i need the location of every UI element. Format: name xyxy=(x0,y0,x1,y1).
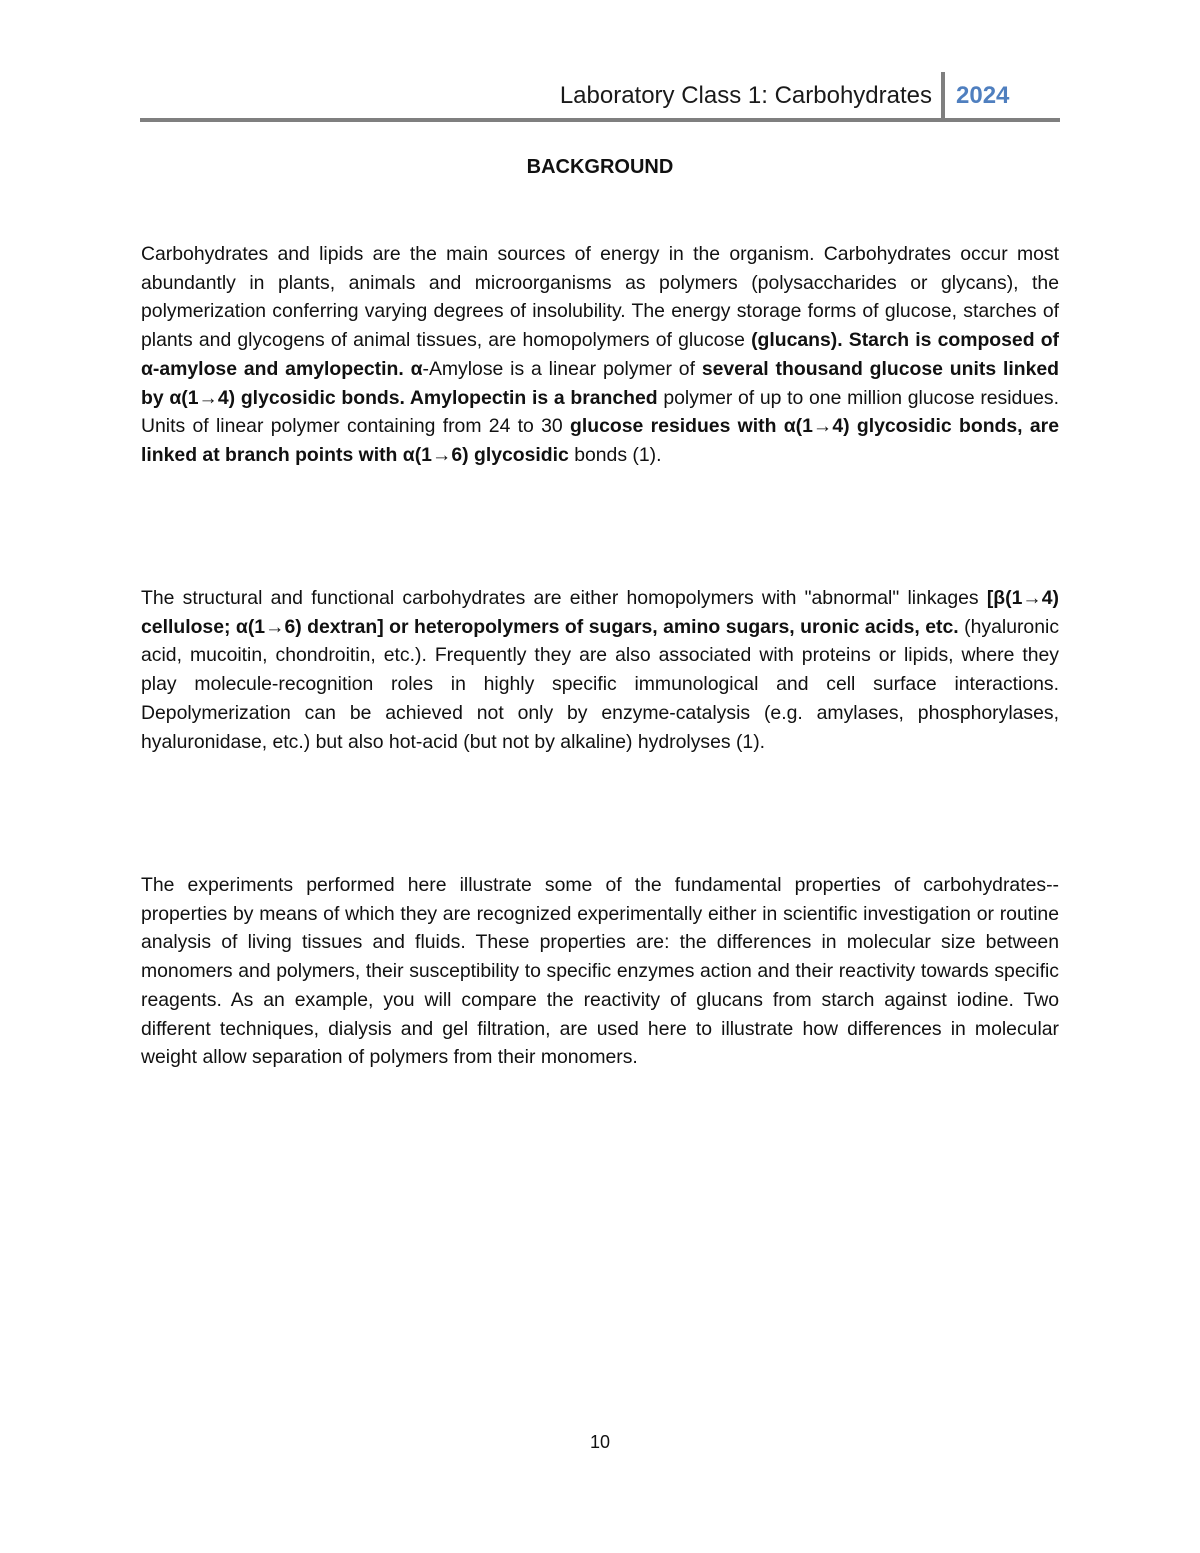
bold-segment: [β(1→4) cellulose; α(1→6) dextran] or heteropolymers of sugars, amino sugars, uronic acids, etc. xyxy=(141,587,1059,638)
text-segment: The structural and functional carbohydrates are either homopolymers with "abnormal" linkages xyxy=(141,587,987,609)
text-segment: Carbohydrates and lipids are the main sources of energy in the organism. Carbohydrates occur most abundantly in plants, animals and microorganisms as polymers (polysaccharides or glycans), the polymerization conferring varying degrees of insolubility. The energy storage forms of glucose, starches of plants and glycogens of animal tissues, are homopolymers of glucose xyxy=(141,243,1059,352)
text-segment: The experiments performed here illustrate some of the fundamental properties of carbohydrates--properties by means of which they are recognized experimentally either in scientific investigation or routine analysis of living tissues and fluids. These properties are: the differences in molecular size between monomers and polymers, their susceptibility to specific enzymes action and their reactivity towards specific reagents. As an example, you will compare the reactivity of glucans from starch against iodine. Two different techniques, dialysis and gel filtration, are used here to illustrate how differences in molecular weight allow separation of polymers from their monomers. xyxy=(141,874,1059,1069)
text-segment: polymer of up to one million glucose residues. Units of linear polymer containing from 24 to 30 xyxy=(141,386,1059,438)
paragraph-experiments xyxy=(141,871,1059,1072)
header-title: Laboratory Class 1: Carbohydrates xyxy=(559,82,932,109)
page-number: 10 xyxy=(589,1432,611,1452)
bold-segment: (glucans). Starch is composed of α-amylose and amylopectin. α xyxy=(141,329,1060,380)
text-segment: -Amylose is a linear polymer of xyxy=(422,357,702,380)
paragraph-carbohydrates-intro xyxy=(141,240,1059,470)
bold-segment: several thousand glucose units linked by α(1→4) glycosidic bonds. Amylopectin is a branched xyxy=(141,357,1059,409)
page-header xyxy=(140,72,1060,122)
text-segment: (hyaluronic acid, mucoitin, chondroitin, etc.). Frequently they are also associated with proteins or lipids, where they play molecule-recognition roles in highly specific immunological and cell surface interactions. Depolymerization can be achieved not only by enzyme-catalysis (e.g. amylases, phosphorylases, hyaluronidase, etc.) but also hot-acid (but not by alkaline) hydrolyses (1). xyxy=(141,615,1060,753)
header-rule xyxy=(140,118,1060,122)
header-separator xyxy=(941,72,945,118)
text-segment: bonds (1). xyxy=(568,443,662,466)
header-year: 2024 xyxy=(956,82,1010,109)
paragraph-structural-carbohydrates xyxy=(141,584,1059,756)
bold-segment: glucose residues with α(1→4) glycosidic bonds, are linked at branch points with α(1→6) glycosidic xyxy=(141,415,1059,466)
section-heading: BACKGROUND xyxy=(526,156,674,178)
